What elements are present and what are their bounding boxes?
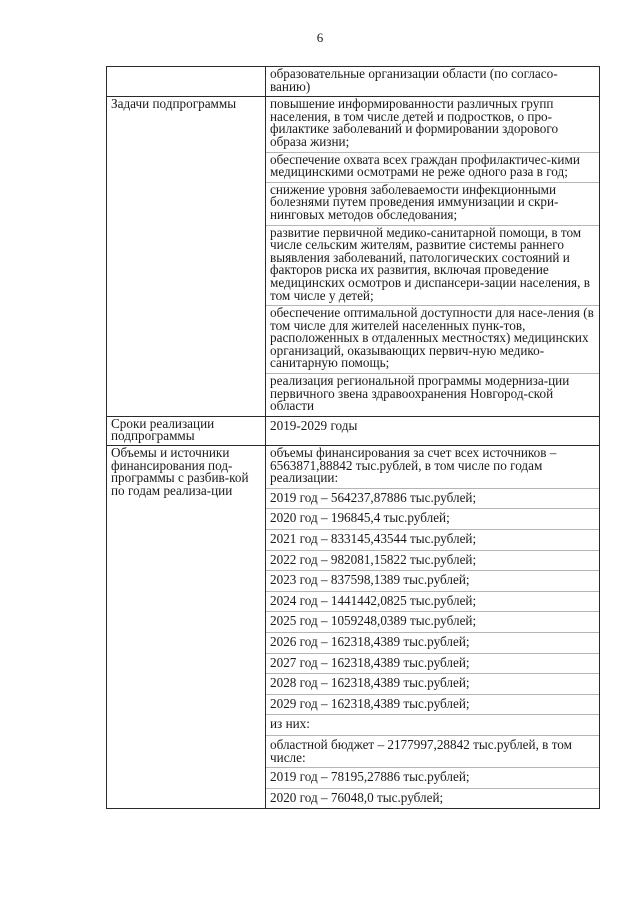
funding-year: 2028 год – 162318,4389 тыс.рублей; xyxy=(266,674,599,695)
funding-year: 2022 год – 982081,15822 тыс.рублей; xyxy=(266,551,599,572)
paragraph: образовательные организации области (по согласо-ванию) xyxy=(270,66,558,94)
funding-year: 2025 год – 1059248,0389 тыс.рублей; xyxy=(266,612,599,633)
row-label-terms: Сроки реализации подпрограммы xyxy=(107,416,266,445)
row-label-funding: Объемы и источники финансирования под-программы с разбив-кой по годам реализа-ции xyxy=(107,446,266,809)
row-content-funding xyxy=(266,446,600,809)
regional-year: 2019 год – 78195,27886 тыс.рублей; xyxy=(266,768,599,789)
funding-year: 2021 год – 833145,43544 тыс.рублей; xyxy=(266,530,599,551)
table-row-funding xyxy=(107,446,600,809)
task-paragraph: обеспечение оптимальной доступности для насе-ления (в том числе для жителей населенных пунк-тов, расположенных в отдаленных местностях) медицинских организаций, оказывающих первич-ную медико-санитарную помощь; xyxy=(266,306,599,374)
funding-year: 2020 год – 196845,4 тыс.рублей; xyxy=(266,509,599,530)
regional-year: 2020 год – 76048,0 тыс.рублей; xyxy=(270,789,444,805)
funding-year: 2029 год – 162318,4389 тыс.рублей; xyxy=(266,695,599,716)
regional-budget: областной бюджет – 2177997,28842 тыс.рублей, в том числе: xyxy=(266,736,599,768)
row-label-tasks: Задачи подпрограммы xyxy=(107,97,266,417)
page-number: 6 xyxy=(316,30,324,45)
funding-year: 2026 год – 162318,4389 тыс.рублей; xyxy=(266,633,599,654)
terms-paragraph: 2019-2029 годы xyxy=(270,417,358,433)
task-paragraph: обеспечение охвата всех граждан профилактичес-кими медицинскими осмотрами не реже одного раза в год; xyxy=(266,153,599,183)
funding-intro: объемы финансирования за счет всех источников – 6563871,88842 тыс.рублей, в том числе по годам реализации: xyxy=(266,446,599,489)
row-content-terms xyxy=(266,416,600,445)
funding-year: 2024 год – 1441442,0825 тыс.рублей; xyxy=(266,592,599,613)
table-row-tasks xyxy=(107,97,600,417)
funding-of-which: из них: xyxy=(266,715,599,736)
row-content-tasks xyxy=(266,97,600,417)
task-paragraph: развитие первичной медико-санитарной помощи, в том числе сельским жителям, развитие системы раннего выявления заболеваний, патологических состояний и факторов риска их развития, включая проведение медицинских осмотров и диспансери-зации населения, в том числе у детей; xyxy=(266,226,599,307)
row-content xyxy=(266,67,600,97)
row-label xyxy=(107,67,266,97)
funding-year: 2027 год – 162318,4389 тыс.рублей; xyxy=(266,654,599,675)
task-paragraph: снижение уровня заболеваемости инфекционными болезнями путем проведения иммунизации и скри-нинговых методов обследования; xyxy=(266,183,599,226)
task-paragraph: реализация региональной программы модерниза-ции первичного звена здравоохранения Новгород-ской области xyxy=(270,373,570,414)
task-paragraph: повышение информированности различных групп населения, в том числе детей и подростков, о про-филактике заболеваний и формировании здорового образа жизни; xyxy=(266,97,599,152)
funding-year: 2019 год – 564237,87886 тыс.рублей; xyxy=(266,489,599,510)
table-row-terms xyxy=(107,416,600,445)
funding-year: 2023 год – 837598,1389 тыс.рублей; xyxy=(266,571,599,592)
table-row-participants xyxy=(107,67,600,97)
passport-table xyxy=(106,66,600,809)
